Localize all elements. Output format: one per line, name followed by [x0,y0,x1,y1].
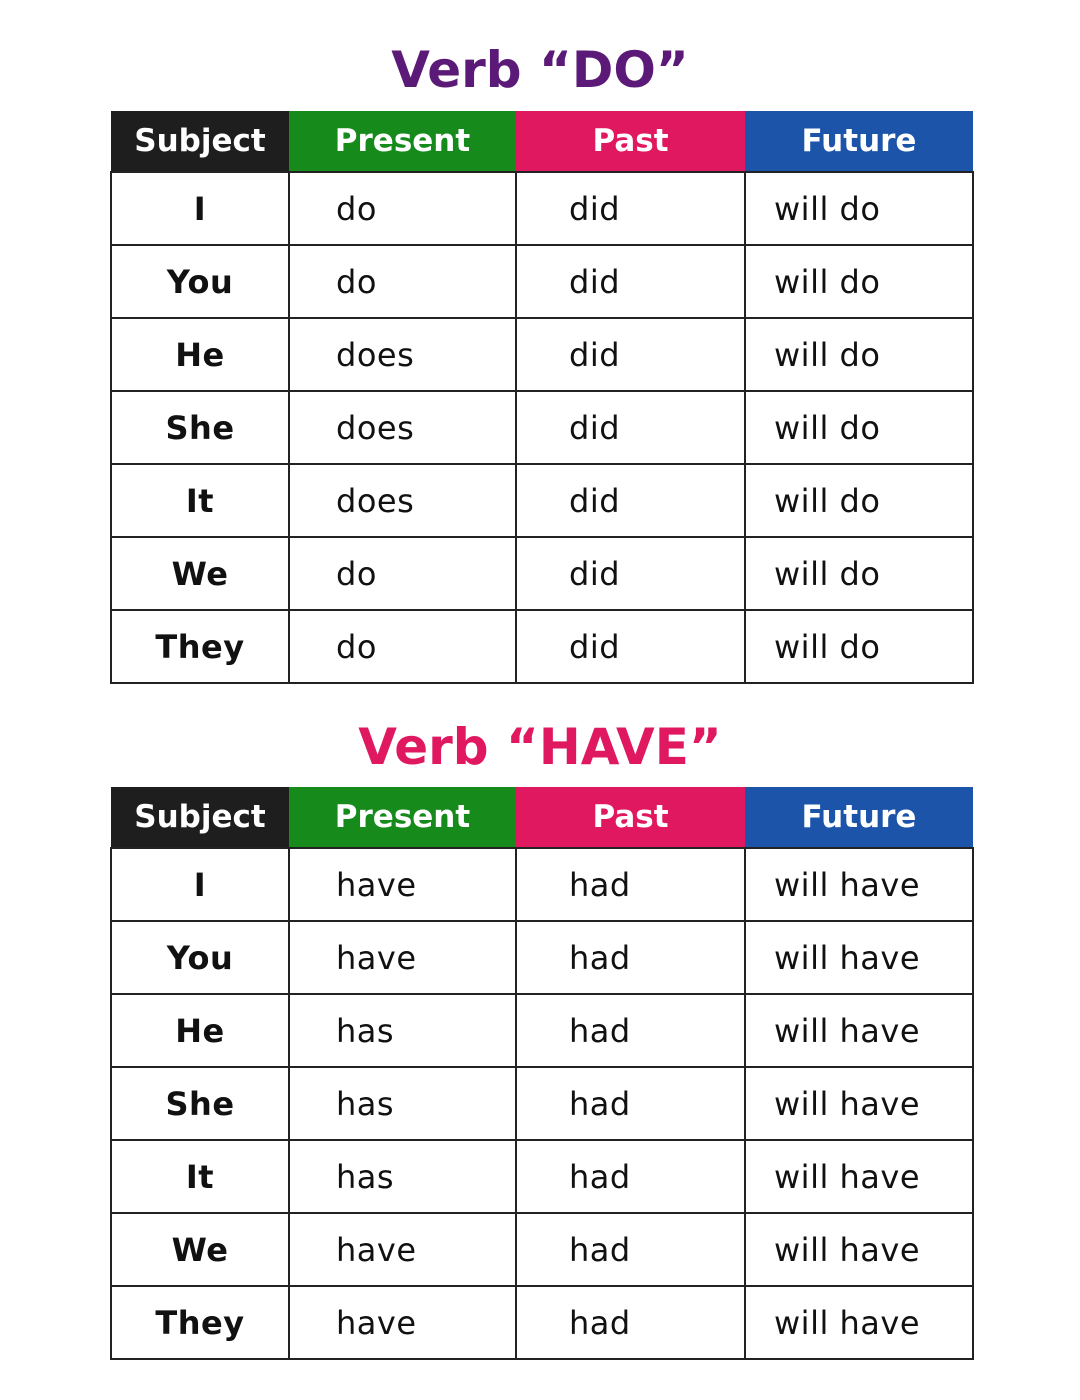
subject-cell: We [111,1213,289,1286]
table-row [111,921,973,994]
past-cell: had [516,848,745,921]
past-cell: had [516,1067,745,1140]
header-future: Future [745,111,973,172]
present-cell: does [289,318,516,391]
table-row [111,391,973,464]
present-cell: have [289,1286,516,1359]
future-cell: will do [745,318,973,391]
table-row [111,848,973,921]
present-cell: has [289,994,516,1067]
table-row [111,464,973,537]
subject-cell: You [111,245,289,318]
present-cell: does [289,464,516,537]
present-cell: have [289,848,516,921]
table-row [111,318,973,391]
present-cell: do [289,610,516,683]
past-cell: did [516,537,745,610]
header-past: Past [516,111,745,172]
subject-cell: They [111,1286,289,1359]
verb-do-table [110,111,974,684]
verb-have-title: Verb “HAVE” [358,718,722,776]
present-cell: do [289,537,516,610]
past-cell: did [516,172,745,245]
present-cell: do [289,172,516,245]
present-cell: have [289,1213,516,1286]
future-cell: will do [745,391,973,464]
past-cell: did [516,245,745,318]
past-cell: had [516,1140,745,1213]
header-past: Past [516,787,745,848]
table-row [111,994,973,1067]
header-row [111,787,973,848]
future-cell: will do [745,245,973,318]
past-cell: had [516,1213,745,1286]
future-cell: will have [745,848,973,921]
present-cell: do [289,245,516,318]
subject-cell: He [111,994,289,1067]
present-cell: has [289,1140,516,1213]
table-row [111,1213,973,1286]
table-row [111,537,973,610]
past-cell: had [516,921,745,994]
header-present: Present [289,787,516,848]
header-subject: Subject [111,111,289,172]
verb-do-title: Verb “DO” [391,41,689,99]
present-cell: does [289,391,516,464]
header-subject: Subject [111,787,289,848]
future-cell: will have [745,921,973,994]
header-present: Present [289,111,516,172]
subject-cell: She [111,391,289,464]
subject-cell: You [111,921,289,994]
table-row [111,172,973,245]
future-cell: will have [745,1140,973,1213]
past-cell: did [516,464,745,537]
verb-have-table [110,787,974,1360]
past-cell: did [516,391,745,464]
present-cell: have [289,921,516,994]
table-row [111,1140,973,1213]
subject-cell: She [111,1067,289,1140]
subject-cell: They [111,610,289,683]
header-row [111,111,973,172]
future-cell: will have [745,1067,973,1140]
future-cell: will do [745,610,973,683]
future-cell: will have [745,994,973,1067]
future-cell: will have [745,1213,973,1286]
past-cell: did [516,318,745,391]
header-future: Future [745,787,973,848]
subject-cell: It [111,1140,289,1213]
table-row [111,1067,973,1140]
present-cell: has [289,1067,516,1140]
future-cell: will do [745,464,973,537]
subject-cell: He [111,318,289,391]
table-row [111,610,973,683]
future-cell: will do [745,537,973,610]
table-row [111,245,973,318]
future-cell: will have [745,1286,973,1359]
past-cell: did [516,610,745,683]
past-cell: had [516,994,745,1067]
subject-cell: It [111,464,289,537]
past-cell: had [516,1286,745,1359]
future-cell: will do [745,172,973,245]
subject-cell: I [111,172,289,245]
subject-cell: I [111,848,289,921]
subject-cell: We [111,537,289,610]
table-row [111,1286,973,1359]
